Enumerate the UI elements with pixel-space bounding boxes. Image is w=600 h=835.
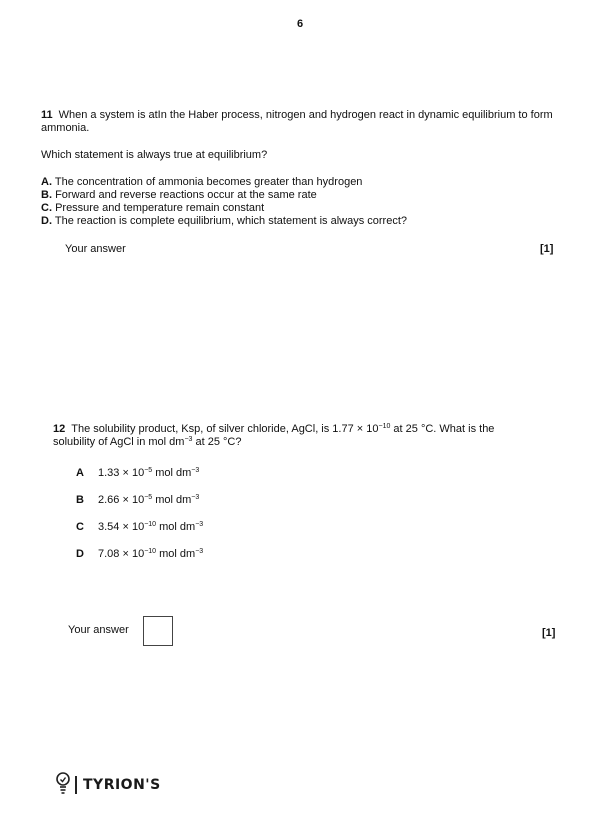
question-12-exponent-1: −10	[378, 423, 391, 430]
option-text: Pressure and temperature remain constant	[55, 202, 265, 214]
question-12-option-a	[76, 467, 203, 494]
option-letter: A	[76, 467, 84, 479]
question-11-option-a	[41, 176, 581, 189]
option-unit-exponent: −3	[191, 467, 200, 474]
option-value	[98, 521, 203, 534]
option-letter: C.	[41, 202, 52, 214]
option-exponent: −10	[144, 548, 157, 555]
question-11-answer-label: Your answer	[65, 243, 126, 255]
question-12-option-c	[76, 521, 203, 548]
option-unit-exponent: −3	[195, 548, 204, 555]
question-11-text: When a system is atIn the Haber process, nitrogen and hydrogen react in dynamic equilibrium to form ammonia.	[41, 109, 553, 135]
question-11-option-c	[41, 202, 581, 215]
brand-name: TYRION'S	[83, 776, 161, 793]
option-unit-exponent: −3	[191, 494, 200, 501]
option-value	[98, 467, 199, 480]
option-value	[98, 548, 203, 561]
question-12-exponent-2: −3	[184, 436, 193, 444]
question-12-option-d	[76, 548, 203, 575]
question-11-option-d	[41, 215, 581, 228]
option-unit: mol dm	[152, 467, 192, 479]
question-11-number: 11	[41, 109, 53, 121]
option-exponent: −5	[144, 467, 153, 474]
option-letter: B	[76, 494, 84, 506]
page-number: 6	[296, 18, 304, 30]
lightbulb-icon	[55, 772, 71, 798]
option-unit: mol dm	[156, 521, 196, 533]
option-text: The reaction is complete equilibrium, which statement is always correct?	[54, 215, 408, 227]
option-unit: mol dm	[152, 494, 192, 506]
option-letter: B.	[41, 189, 52, 201]
question-12-options	[76, 467, 203, 575]
option-letter: D.	[41, 215, 52, 227]
question-11-option-b	[41, 189, 581, 202]
question-11-marks: [1]	[540, 243, 554, 255]
logo-divider	[75, 776, 77, 794]
question-12-answer-box[interactable]	[143, 616, 173, 646]
option-mantissa: 1.33 × 10	[98, 467, 145, 479]
question-12-answer-label: Your answer	[68, 624, 129, 636]
option-letter: A.	[41, 176, 52, 188]
question-11-prompt: Which statement is always true at equilibrium?	[41, 149, 268, 161]
option-letter: D	[76, 548, 84, 560]
question-12-stem	[53, 423, 503, 449]
option-letter: C	[76, 521, 84, 533]
option-mantissa: 2.66 × 10	[98, 494, 145, 506]
question-12-text-part1: The solubility product, Ksp, of silver chloride, AgCl, is 1.77 × 10	[71, 423, 379, 435]
option-value	[98, 494, 199, 507]
option-exponent: −5	[144, 494, 153, 501]
option-mantissa: 7.08 × 10	[98, 548, 145, 560]
question-12-number: 12	[53, 423, 66, 435]
question-11-stem	[41, 109, 586, 135]
question-12-option-b	[76, 494, 203, 521]
option-unit-exponent: −3	[195, 521, 204, 528]
question-11-options	[41, 176, 581, 228]
option-mantissa: 3.54 × 10	[98, 521, 145, 533]
question-12-marks: [1]	[542, 627, 556, 639]
option-text: The concentration of ammonia becomes greater than hydrogen	[54, 176, 363, 188]
brand-logo	[55, 772, 161, 798]
option-exponent: −10	[144, 521, 157, 528]
option-unit: mol dm	[156, 548, 196, 560]
question-12-text-part2: at 25 °C. What is the solubility of AgCl in mol dm	[53, 423, 495, 449]
option-text: Forward and reverse reactions occur at the same rate	[55, 189, 317, 201]
question-12-text-part3: at 25 °C?	[192, 436, 242, 449]
